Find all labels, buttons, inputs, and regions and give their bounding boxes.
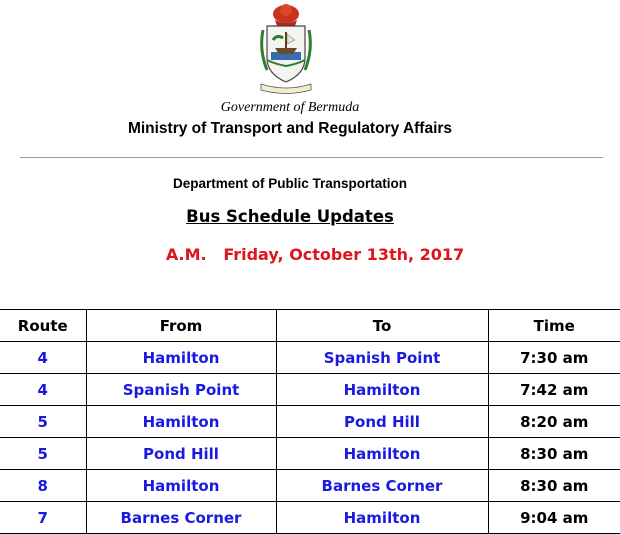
column-header-to: To bbox=[276, 310, 488, 342]
government-name: Government of Bermuda bbox=[220, 100, 360, 115]
from-cell: Hamilton bbox=[86, 470, 276, 502]
from-cell: Hamilton bbox=[86, 342, 276, 374]
time-cell: 7:42 am bbox=[488, 374, 620, 406]
time-cell: 9:04 am bbox=[488, 502, 620, 534]
table-row bbox=[0, 438, 620, 470]
route-cell: 4 bbox=[0, 374, 86, 406]
notice-date: Friday, October 13th, 2017 bbox=[223, 245, 465, 264]
route-cell: 5 bbox=[0, 406, 86, 438]
notice-title: Bus Schedule Updates bbox=[186, 207, 394, 226]
table-row bbox=[0, 502, 620, 534]
to-cell: Barnes Corner bbox=[276, 470, 488, 502]
table-header-row bbox=[0, 310, 620, 342]
notice-date-line bbox=[0, 245, 620, 264]
table-row bbox=[0, 470, 620, 502]
column-header-route: Route bbox=[0, 310, 86, 342]
table-row bbox=[0, 406, 620, 438]
to-cell: Pond Hill bbox=[276, 406, 488, 438]
from-cell: Spanish Point bbox=[86, 374, 276, 406]
bus-schedule-table bbox=[0, 309, 620, 534]
table-row bbox=[0, 342, 620, 374]
notice-period: A.M. bbox=[165, 245, 207, 264]
to-cell: Hamilton bbox=[276, 374, 488, 406]
to-cell: Hamilton bbox=[276, 502, 488, 534]
to-cell: Hamilton bbox=[276, 438, 488, 470]
department-name: Department of Public Transportation bbox=[172, 176, 408, 191]
route-cell: 8 bbox=[0, 470, 86, 502]
time-cell: 8:20 am bbox=[488, 406, 620, 438]
column-header-from: From bbox=[86, 310, 276, 342]
time-cell: 8:30 am bbox=[488, 438, 620, 470]
table-row bbox=[0, 374, 620, 406]
from-cell: Pond Hill bbox=[86, 438, 276, 470]
route-cell: 4 bbox=[0, 342, 86, 374]
bermuda-coat-of-arms-icon bbox=[255, 0, 317, 97]
time-cell: 7:30 am bbox=[488, 342, 620, 374]
route-cell: 5 bbox=[0, 438, 86, 470]
notice-title-wrapper bbox=[0, 207, 580, 226]
header-divider bbox=[20, 157, 603, 158]
column-header-time: Time bbox=[488, 310, 620, 342]
time-cell: 8:30 am bbox=[488, 470, 620, 502]
route-cell: 7 bbox=[0, 502, 86, 534]
ministry-name: Ministry of Transport and Regulatory Affairs bbox=[127, 120, 453, 137]
from-cell: Hamilton bbox=[86, 406, 276, 438]
from-cell: Barnes Corner bbox=[86, 502, 276, 534]
to-cell: Spanish Point bbox=[276, 342, 488, 374]
